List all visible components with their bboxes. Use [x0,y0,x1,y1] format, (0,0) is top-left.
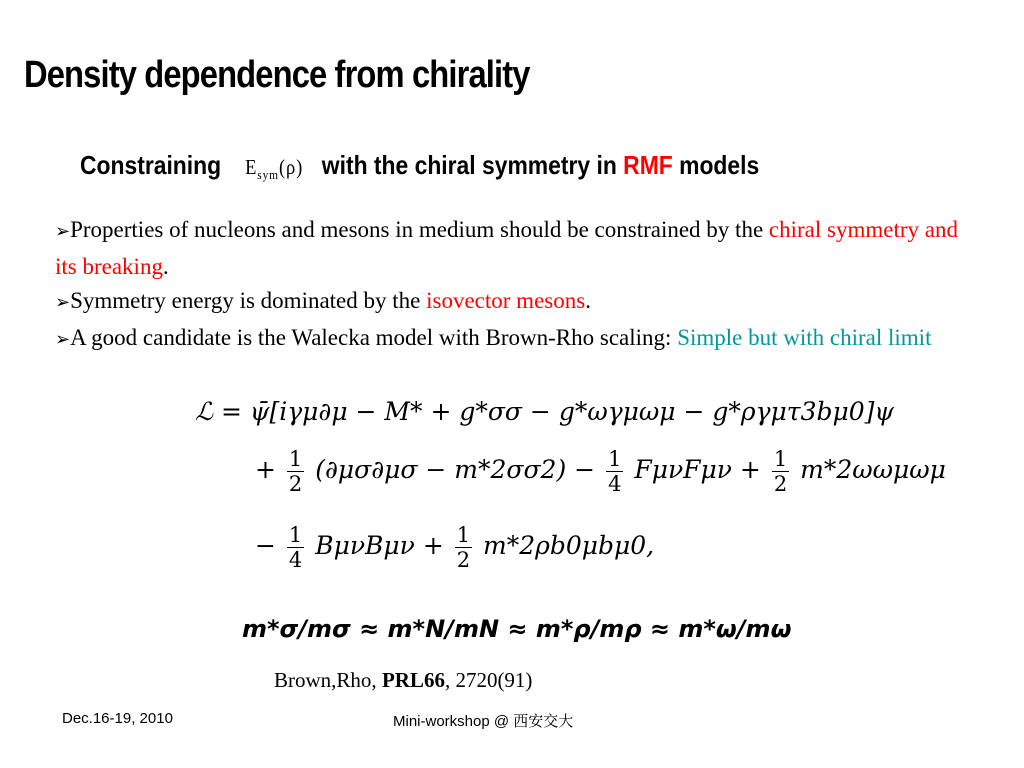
lagrangian-equation [195,395,946,595]
subtitle-suffix: models [679,150,760,180]
subtitle-prefix: Constraining [80,150,222,180]
eq2-field-tensor: FμνFμν + [634,455,761,484]
equation-line-2 [255,447,946,496]
reference-authors: Brown,Rho, [274,668,382,692]
esym-main: E [245,155,258,179]
bullet-item [55,284,965,321]
esym-formula [245,155,304,183]
eq2-sigma-term: (∂μσ∂μσ − m*2σσ2) − [315,455,596,484]
arrow-bullet-icon: ➢ [55,292,71,313]
slide-title: Density dependence from chirality [24,54,530,96]
bullet-text: Properties of nucleons and mesons in medium should be constrained by the [70,217,769,242]
fraction-half [287,447,304,496]
equation-line-3 [255,523,654,572]
eq3-minus: − [255,531,276,560]
equation-line-1: ℒ = ψ̄[iγμ∂μ − M* + g*σσ − g*ωγμωμ − g*ργμτ3bμ0]ψ [195,397,895,426]
arrow-bullet-icon: ➢ [55,328,71,350]
fraction-denominator: 4 [608,472,622,496]
fraction-half [455,523,472,572]
fraction-numerator: 1 [288,447,303,471]
bullet-item [55,213,965,284]
eq3-rho-mass: m*2ρb0μbμ0, [483,531,655,560]
eq3-b-tensor: BμνBμν + [315,531,444,560]
fraction-denominator: 2 [288,472,303,496]
bullet-list [55,213,965,357]
esym-sub: sym [257,167,279,183]
subtitle-middle: with the chiral symmetry in [321,150,617,180]
footer-date: Dec.16-19, 2010 [62,710,173,727]
fraction-numerator: 1 [773,447,788,471]
bullet-highlight: isovector mesons [426,288,586,313]
bullet-highlight: Simple but with chiral limit [677,324,932,350]
brown-rho-scaling-relation: m*σ/mσ ≈ m*N/mN ≈ m*ρ/mρ ≈ m*ω/mω [242,615,792,643]
eq2-plus: + [255,455,276,484]
eq2-omega-mass: m*2ωωμωμ [800,455,946,484]
arrow-bullet-icon: ➢ [55,221,71,242]
fraction-half [772,447,789,496]
fraction-numerator: 1 [608,447,622,471]
esym-arg: (ρ) [278,155,304,179]
fraction-denominator: 4 [288,548,303,572]
bullet-text: Symmetry energy is dominated by the [70,288,427,313]
fraction-quarter [606,447,623,496]
fraction-numerator: 1 [456,523,471,547]
subtitle [80,150,759,181]
bullet-highlight: chiral symmetry and its breaking [55,217,958,279]
fraction-quarter [287,523,304,572]
bullet-suffix: . [585,288,591,313]
bullet-item [55,321,965,358]
fraction-denominator: 2 [773,472,788,496]
reference-journal: PRL66 [381,668,445,692]
subtitle-highlight: RMF [623,150,673,180]
footer-event: Mini-workshop @ 西安交大 [393,713,574,730]
reference-pages: , 2720(91) [444,668,533,692]
bullet-suffix: . [162,253,169,279]
reference-citation [274,668,532,693]
fraction-numerator: 1 [288,523,303,547]
bullet-text: A good candidate is the Walecka model with Brown-Rho scaling: [70,324,678,350]
fraction-denominator: 2 [456,548,471,572]
